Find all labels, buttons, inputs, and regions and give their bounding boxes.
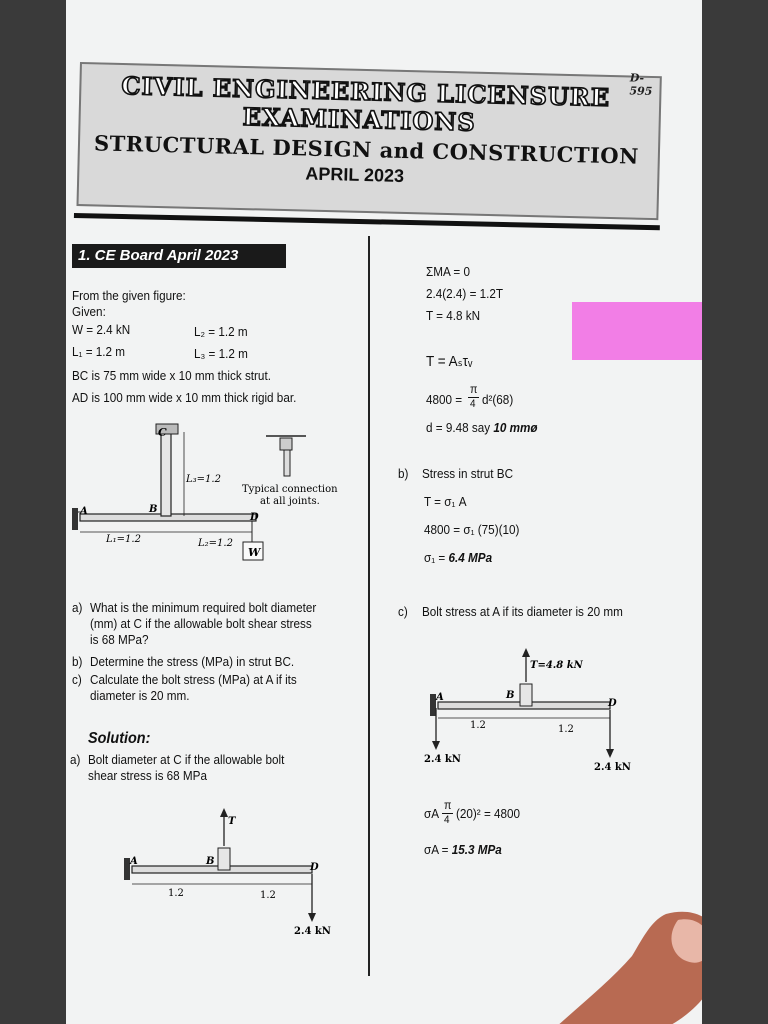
eq-bolt-stress xyxy=(424,842,502,857)
eq-stress-answer: 6.4 MPa xyxy=(448,550,493,565)
fig-c-t: T=4.8 kN xyxy=(530,660,583,671)
question-banner: 1. CE Board April 2023 xyxy=(72,244,286,268)
fig-c-load-left: 2.4 kN xyxy=(424,754,461,765)
fig-a-label-d: D xyxy=(310,862,319,873)
fig-c-load-right: 2.4 kN xyxy=(594,762,631,773)
fig-c-dim2: 1.2 xyxy=(558,724,574,735)
label-l3: L₃=1.2 xyxy=(186,474,221,485)
q-c-line1: Calculate the bolt stress (MPa) at A if its xyxy=(90,672,297,687)
sol-a-line1: Bolt diameter at C if the allowable bolt xyxy=(88,752,285,767)
q-a-line3: is 68 MPa? xyxy=(90,632,149,647)
t-arrow-head xyxy=(220,808,228,817)
load-arrow-head xyxy=(308,913,316,922)
connection-note-2: at all joints. xyxy=(260,496,320,507)
eq-axial-sub: 4800 = σ₁ (75)(10) xyxy=(424,522,520,537)
wall-support-a xyxy=(72,508,78,530)
fig-c-label-a: A xyxy=(436,692,444,703)
connection-bar xyxy=(284,450,290,476)
sol-c-mark: c) xyxy=(398,604,408,619)
eq-shear-relation: T = Aₛτᵥ xyxy=(426,353,473,370)
sol-b-mark: b) xyxy=(398,466,409,481)
eq-diameter-answer: 10 mmø xyxy=(493,420,538,435)
reaction-arrow-head xyxy=(432,741,440,750)
eq5-right: d²(68) xyxy=(482,392,514,407)
sol-b-title: Stress in strut BC xyxy=(422,466,514,481)
label-b: B xyxy=(149,504,158,515)
eq-t-value: T = 4.8 kN xyxy=(426,308,481,323)
eq10-right: (20)² = 4800 xyxy=(456,806,521,821)
q-b-line1: Determine the stress (MPa) in strut BC. xyxy=(90,654,295,669)
eq5-left: 4800 = xyxy=(426,392,463,407)
fig-a-dim1: 1.2 xyxy=(168,888,184,899)
fig-c-dim1: 1.2 xyxy=(470,720,486,731)
q-c-mark: c) xyxy=(72,672,82,687)
given-l2: L₂ = 1.2 m xyxy=(194,324,248,339)
sol-c-title: Bolt stress at A if its diameter is 20 mm xyxy=(422,604,623,619)
given-l3: L₃ = 1.2 m xyxy=(194,346,248,361)
strut-stub-c xyxy=(520,684,532,706)
fig-a-t: T xyxy=(228,816,236,827)
main-figure xyxy=(66,420,366,580)
eq-stress-text: σ₁ = xyxy=(424,550,449,565)
strut-bc xyxy=(161,430,171,516)
title-line1: CIVIL ENGINEERING LICENSURE xyxy=(121,71,611,112)
load-arrow-head-c xyxy=(606,749,614,758)
fig-a-dim2: 1.2 xyxy=(260,890,276,901)
fig-a-label-b: B xyxy=(206,856,215,867)
bar-ad-text: AD is 100 mm wide x 10 mm thick rigid bar. xyxy=(72,390,297,405)
t-arrow-head-c xyxy=(522,648,530,657)
eq-stress xyxy=(424,550,492,565)
given-w: W = 2.4 kN xyxy=(72,322,131,337)
given-label: Given: xyxy=(72,304,106,319)
eq-diameter xyxy=(426,420,538,435)
fig-a-load: 2.4 kN xyxy=(294,926,331,937)
figure-part-a xyxy=(116,804,346,944)
eq-moment-balance: 2.4(2.4) = 1.2T xyxy=(426,286,504,301)
eq10-pi: π xyxy=(444,798,452,812)
sol-a-line2: shear stress is 68 MPa xyxy=(88,768,207,783)
fig-c-label-d: D xyxy=(608,698,617,709)
fig-a-label-a: A xyxy=(130,856,138,867)
connection-clevis xyxy=(280,438,292,450)
column-divider xyxy=(368,236,370,976)
fig-c-label-b: B xyxy=(506,690,515,701)
given-l1: L₁ = 1.2 m xyxy=(72,344,126,359)
eq10-left: σA xyxy=(424,806,440,821)
label-l2: L₂=1.2 xyxy=(198,538,233,549)
subtitle: STRUCTURAL DESIGN and CONSTRUCTION xyxy=(93,130,640,169)
label-d: D xyxy=(250,512,259,523)
exam-date: APRIL 2023 xyxy=(305,163,405,186)
label-l1: L₁=1.2 xyxy=(106,534,141,545)
eq10-four: 4 xyxy=(444,814,450,826)
eq5-pi: π xyxy=(470,382,478,396)
pink-highlight xyxy=(572,302,702,360)
q-a-mark: a) xyxy=(72,600,83,615)
solution-heading: Solution: xyxy=(88,730,151,747)
finger-photo xyxy=(536,906,702,1024)
label-c: C xyxy=(158,426,167,439)
header-box xyxy=(76,62,661,220)
eq-diameter-text: d = 9.48 say xyxy=(426,420,494,435)
eq-bolt-stress-text: σA = xyxy=(424,842,452,857)
connection-note-1: Typical connection xyxy=(242,484,338,495)
strut-stub-a xyxy=(218,848,230,870)
figure-part-c xyxy=(422,640,642,780)
eq-bolt-stress-answer: 15.3 MPa xyxy=(451,842,502,857)
eq-sum-moments: ΣMA = 0 xyxy=(426,264,470,279)
q-b-mark: b) xyxy=(72,654,83,669)
title-line2: EXAMINATIONS xyxy=(242,101,476,137)
q-a-line2: (mm) at C if the allowable bolt shear stress xyxy=(90,616,312,631)
document-page xyxy=(66,0,702,1024)
intro-text: From the given figure: xyxy=(72,288,186,303)
eq-axial: T = σ₁ A xyxy=(424,494,467,509)
q-a-line1: What is the minimum required bolt diameter xyxy=(90,600,317,615)
label-w: W xyxy=(248,546,261,559)
strut-bc-text: BC is 75 mm wide x 10 mm thick strut. xyxy=(72,368,271,383)
sol-a-mark: a) xyxy=(70,752,81,767)
doc-code: D-595 xyxy=(629,71,653,98)
eq5-four: 4 xyxy=(470,398,476,410)
label-a: A xyxy=(80,506,88,517)
q-c-line2: diameter is 20 mm. xyxy=(90,688,190,703)
